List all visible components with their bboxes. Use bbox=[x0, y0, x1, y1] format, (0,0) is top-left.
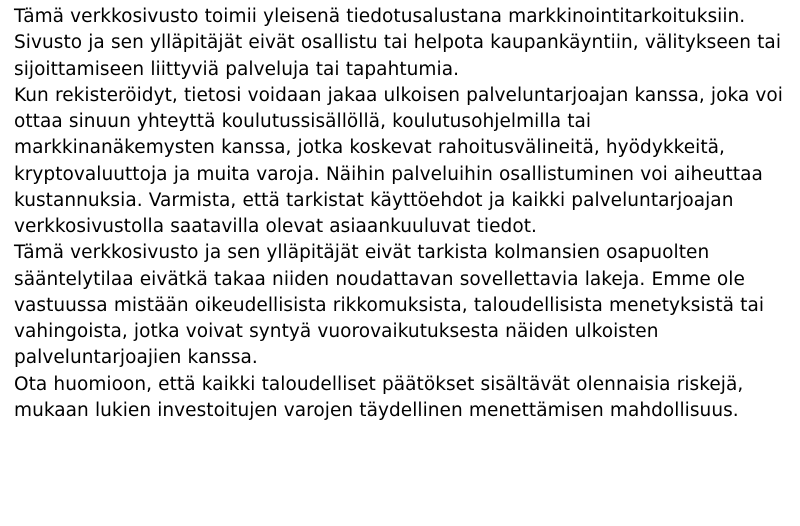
disclaimer-paragraph-5: Ota huomioon, että kaikki taloudelliset päätökset sisältävät olennaisia riskejä, mukaan lukien investoitujen varojen täydellinen menettämisen mahdollisuus. bbox=[14, 373, 744, 421]
disclaimer-paragraph-1: Tämä verkkosivusto toimii yleisenä tiedotusalustana markkinointitarkoituksiin. bbox=[14, 6, 746, 27]
disclaimer-paragraph-4: Tämä verkkosivusto ja sen ylläpitäjät eivät tarkista kolmansien osapuolten sääntelytilaa eivätkä takaa niiden noudattavan sovellettavia lakeja. Emme ole vastuussa mistään oikeudellisista rikkomuksista, taloudellisista menetyksistä tai vahingoista, jotka voivat syntyä vuorovaikutuksesta näiden ulkoisten palveluntarjoajien kanssa. bbox=[14, 242, 765, 369]
disclaimer-paragraph-2: Sivusto ja sen ylläpitäjät eivät osallistu tai helpota kaupankäyntiin, välitykseen tai sijoittamiseen liittyviä palveluja tai tapahtumia. bbox=[14, 32, 782, 80]
disclaimer-paragraph-3: Kun rekisteröidyt, tietosi voidaan jakaa ulkoisen palveluntarjoajan kanssa, joka voi ottaa sinuun yhteyttä koulutussisällöllä, koulutusohjelmilla tai markkinanäkemysten kanssa, jotka koskevat rahoitusvälineitä, hyödykkeitä, kryptovaluuttoja ja muita varoja. Näihin palveluihin osallistuminen voi aiheuttaa kustannuksia. Varmista, että tarkistat käyttöehdot ja kaikki palveluntarjoajan verkkosivustolla saatavilla olevat asiaankuuluvat tiedot. bbox=[14, 84, 783, 238]
